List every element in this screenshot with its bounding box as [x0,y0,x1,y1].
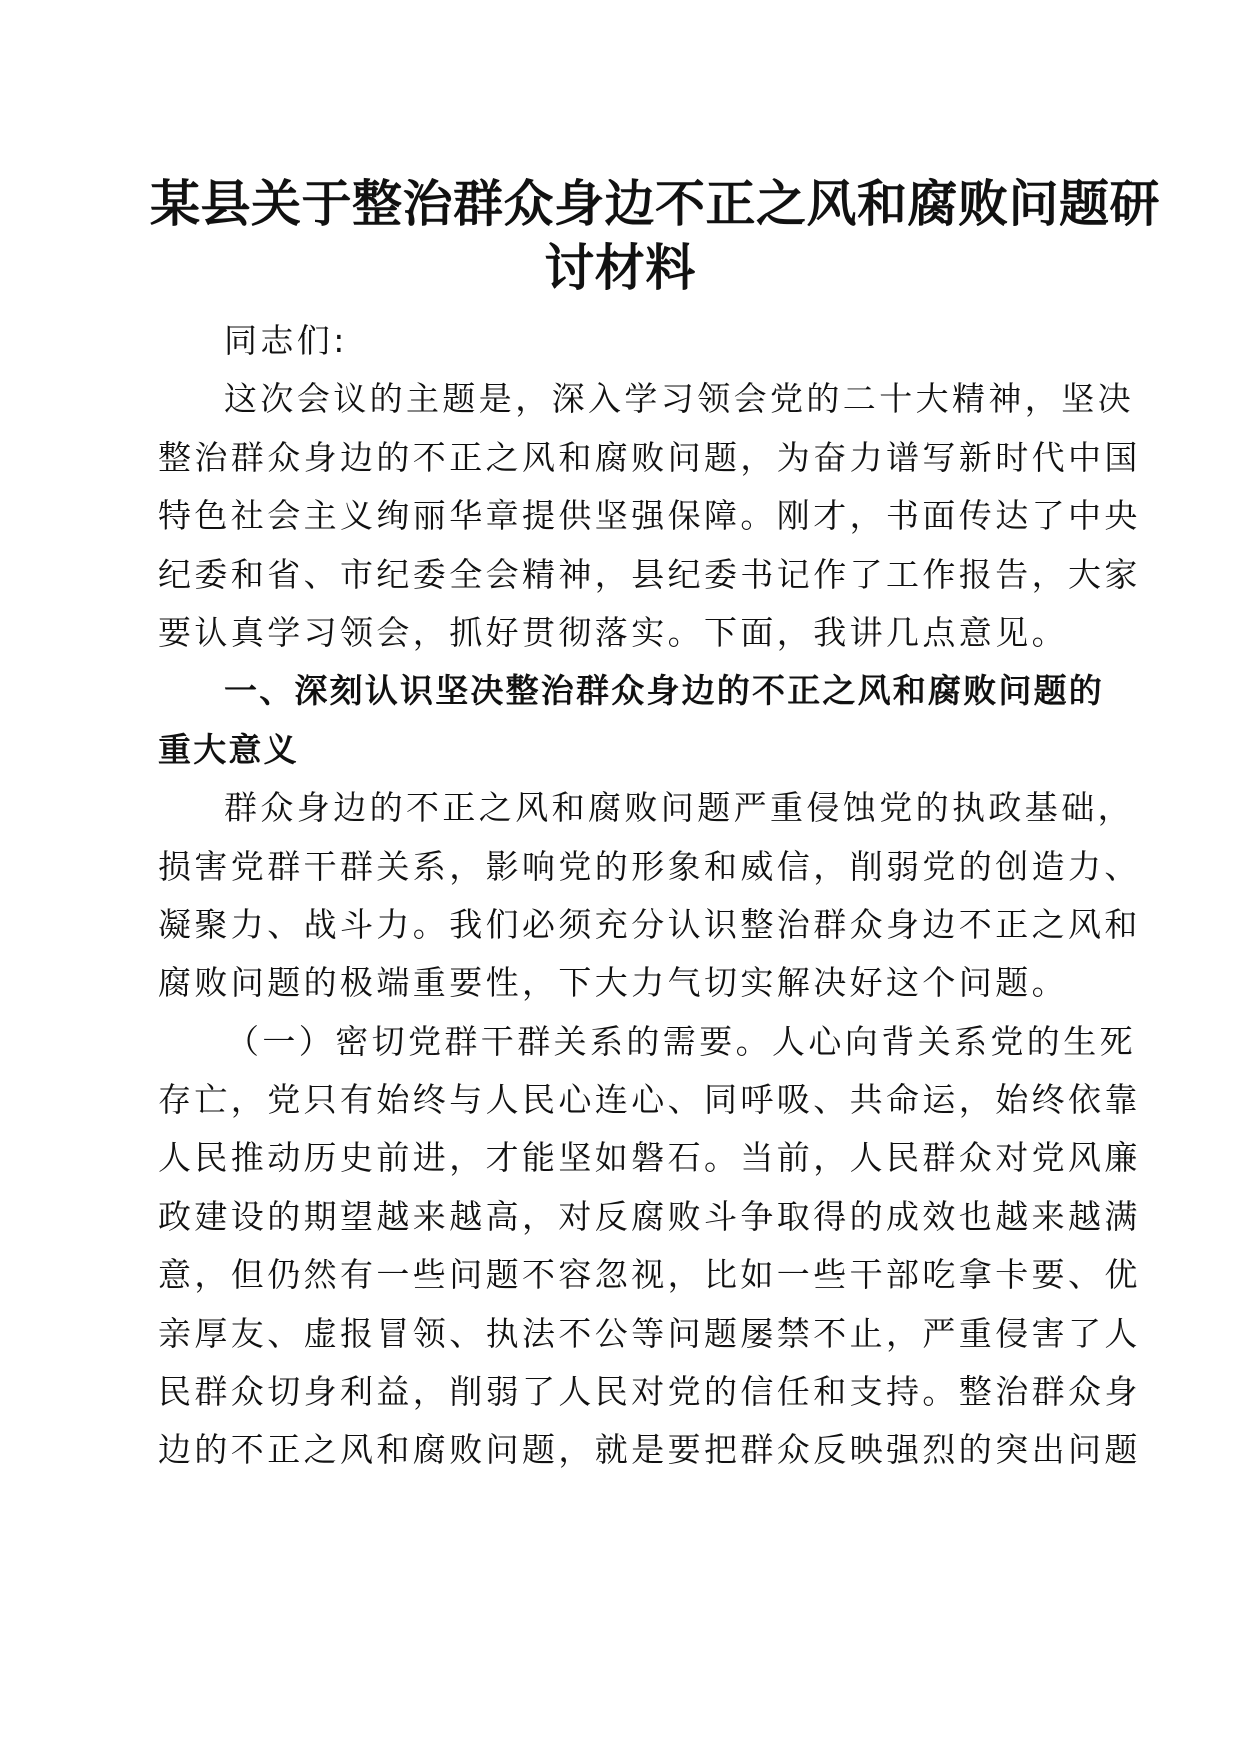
paragraph-line: 腐败问题的极端重要性，下大力气切实解决好这个问题。 [158,963,1068,1003]
paragraph-line: 存亡，党只有始终与人民心连心、同呼吸、共命运，始终依靠 [158,1080,1141,1120]
paragraph-line: 损害党群干群关系，影响党的形象和威信，削弱党的创造力、 [158,846,1141,886]
subsection-1-paragraph [158,1013,1141,1480]
paragraph-line: 纪委和省、市纪委全会精神，县纪委书记作了工作报告，大家 [158,554,1141,594]
document-title [150,172,1160,300]
heading-line: 重大意义 [158,729,299,769]
section-1-paragraph [158,779,1141,1013]
paragraph-line: 边的不正之风和腐败问题，就是要把群众反映强烈的突出问题 [158,1430,1141,1470]
paragraph-line: 整治群众身边的不正之风和腐败问题，为奋力谱写新时代中国 [158,437,1141,477]
heading-line: 一、深刻认识坚决整治群众身边的不正之风和腐败问题的 [224,671,1104,711]
paragraph-line: 人民推动历史前进，才能坚如磐石。当前，人民群众对党风廉 [158,1138,1141,1178]
opening-paragraph [158,370,1141,662]
paragraph-line: 这次会议的主题是，深入学习领会党的二十大精神，坚决 [224,379,1134,419]
paragraph-line: 政建设的期望越来越高，对反腐败斗争取得的成效也越来越满 [158,1196,1141,1236]
title-line: 某县关于整治群众身边不正之风和腐败问题研 [150,174,1160,233]
paragraph-line: 凝聚力、战斗力。我们必须充分认识整治群众身边不正之风和 [158,904,1141,944]
paragraph-line: 民群众切身利益，削弱了人民对党的信任和支持。整治群众身 [158,1372,1141,1412]
paragraph-line: 特色社会主义绚丽华章提供坚强保障。刚才，书面传达了中央 [158,496,1141,536]
paragraph-line: 群众身边的不正之风和腐败问题严重侵蚀党的执政基础， [224,788,1134,828]
paragraph-line: （一）密切党群干群关系的需要。人心向背关系党的生死 [226,1021,1136,1061]
title-line: 讨材料 [544,238,696,297]
paragraph-line: 要认真学习领会，抓好贯彻落实。下面，我讲几点意见。 [158,612,1068,652]
salutation: 同志们: [224,321,348,360]
section-heading-1 [158,662,1104,779]
paragraph-line: 意，但仍然有一些问题不容忽视，比如一些干部吃拿卡要、优 [158,1255,1141,1295]
paragraph-line: 亲厚友、虚报冒领、执法不公等问题屡禁不止，严重侵害了人 [158,1313,1141,1353]
document-body [158,312,1141,1480]
